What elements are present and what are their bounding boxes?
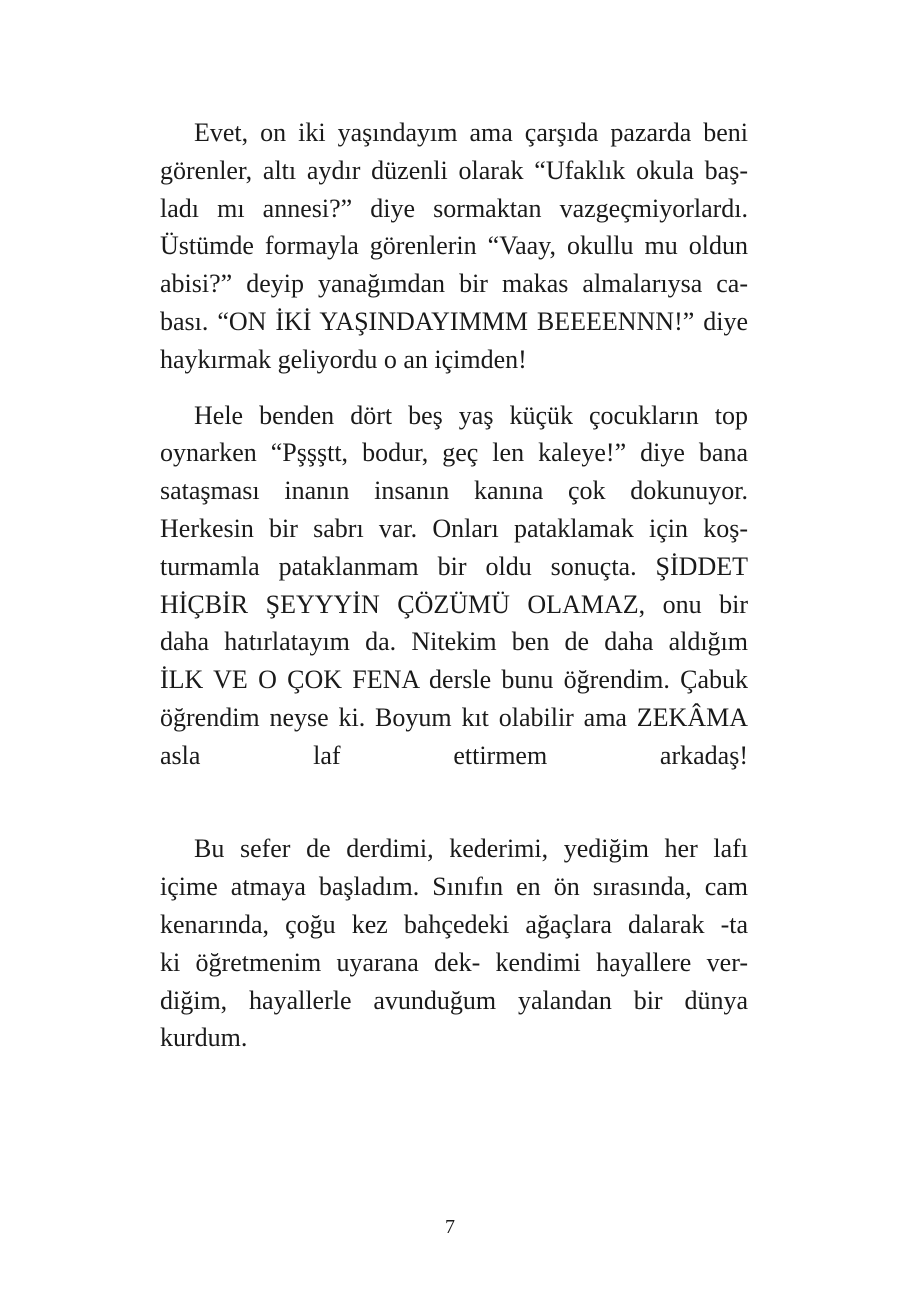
text-line: sataşması inanın insanın kanına çok dokunuyor.	[160, 476, 748, 506]
text-line: Üstümde formayla görenlerin “Vaay, okullu mu oldun	[160, 231, 748, 261]
text-line: HİÇBİR ŞEYYYİN ÇÖZÜMÜ OLAMAZ, onu bir	[160, 589, 748, 619]
text-line	[160, 775, 748, 813]
text-line: kenarında, çoğu kez bahçedeki ağaçlara dalarak -ta	[160, 909, 748, 939]
text-line: İLK VE O ÇOK FENA dersle bunu öğrendim. Çabuk	[160, 665, 748, 695]
text-line: Bu sefer de derdimi, kederimi, yediğim her lafı	[194, 834, 748, 864]
text-line: daha hatırlatayım da. Nitekim ben de daha aldığım	[160, 627, 748, 657]
text-line: Herkesin bir sabrı var. Onları pataklamak için koş-	[160, 513, 748, 543]
text-line: abisi?” deyip yanağımdan bir makas almalarıysa ca-	[160, 269, 748, 299]
text-line: kurdum.	[160, 1023, 248, 1053]
paragraph-1	[160, 114, 748, 379]
text-line: asla laf ettirmem arkadaş!	[160, 740, 748, 770]
text-line: içime atmaya başladım. Sınıfın en ön sırasında, cam	[160, 872, 748, 902]
text-line: haykırmak geliyordu o an içimden!	[160, 344, 527, 374]
text-line: turmamla pataklanmam bir oldu sonuçta. ŞİDDET	[160, 551, 748, 581]
text-line: bası. “ON İKİ YAŞINDAYIMMM BEEEENNN!” diye	[160, 306, 748, 336]
text-line: görenler, altı aydır düzenli olarak “Ufaklık okula baş-	[160, 155, 748, 185]
paragraph-3	[160, 830, 748, 1057]
text-line: Evet, on iki yaşındayım ama çarşıda pazarda beni	[194, 118, 748, 147]
body-text	[160, 114, 748, 1075]
text-line: oynarken “Pşşştt, bodur, geç len kaleye!” diye bana	[160, 438, 748, 468]
page-number: 7	[445, 1216, 455, 1238]
text-line: ladı mı annesi?” diye sormaktan vazgeçmiyorlardı.	[160, 193, 748, 223]
text-line: Hele benden dört beş yaş küçük çocukların top	[194, 400, 748, 430]
text-line: diğim, hayallerle avunduğum yalandan bir dünya	[160, 985, 748, 1015]
paragraph-2	[160, 397, 748, 813]
text-line: ki öğretmenim uyarana dek- kendimi hayallere ver-	[160, 947, 748, 977]
text-line: öğrendim neyse ki. Boyum kıt olabilir ama ZEKÂMA	[160, 702, 748, 732]
